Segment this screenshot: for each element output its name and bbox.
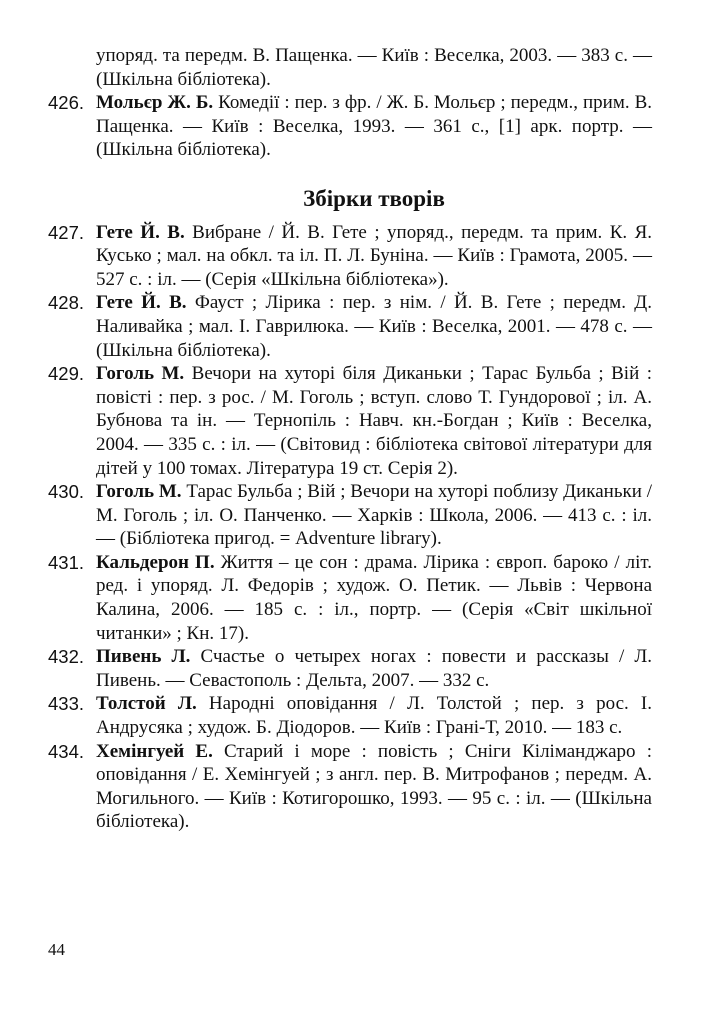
bibliography-list [48, 221, 652, 834]
entry-number: 432. [48, 646, 85, 668]
bibliography-list-before-section [48, 91, 652, 162]
entry-text [96, 221, 652, 292]
entry-number: 430. [48, 481, 85, 503]
bibliography-entry [48, 692, 652, 739]
entry-author: Толстой Л. [96, 693, 197, 715]
entry-text [96, 551, 652, 645]
entry-author: Гете Й. В. [96, 221, 185, 243]
entry-author: Мольєр Ж. Б. [96, 92, 214, 114]
bibliography-entry [48, 480, 652, 551]
entry-text [96, 362, 652, 480]
entry-number: 431. [48, 551, 85, 573]
bibliography-content [48, 44, 652, 834]
entry-description: Старий і море : повість ; Сніги Кіліманджаро : оповідання / Е. Хемінгуей ; з англ. пер. В. Митрофанов ; передм. А. Могильного. — Київ : Котигорошко, 1993. — 95 с. : іл. — (Шкільна бібліотека). [96, 740, 652, 833]
entry-description: Життя – це сон : драма. Лірика : європ. бароко / літ. ред. і упоряд. Л. Федорів ; худож. О. Петик. — Львів : Червона Калина, 2006. — 185 с. : іл., портр. — (Серія «Світ шкільної читанки» ; Кн. 17). [96, 551, 652, 644]
section-title: Збірки творів [303, 185, 445, 211]
bibliography-entry [48, 362, 652, 480]
carryover-entry-text: упоряд. та передм. В. Пащенка. — Київ : Веселка, 2003. — 383 с. — (Шкільна бібліотека). [96, 45, 652, 90]
entry-number: 434. [48, 740, 85, 762]
entry-text [96, 645, 652, 692]
bibliography-entry [48, 91, 652, 162]
entry-description: Фауст ; Лірика : пер. з нім. / Й. В. Гете ; передм. Д. Наливайка ; мал. І. Гаврилюка. — Київ : Веселка, 2001. — 478 с. — (Шкільна бібліотека). [96, 292, 653, 361]
entry-text [96, 740, 652, 834]
page-number: 44 [48, 940, 65, 959]
entry-description: Комедії : пер. з фр. / Ж. Б. Мольєр ; передм., прим. В. Пащенка. — Київ : Веселка, 1993. — 361 с., [1] арк. портр. — (Шкільна бібліотека). [96, 92, 652, 161]
entry-author: Гете Й. В. [96, 292, 187, 314]
entry-description: Вибране / Й. В. Гете ; упоряд., передм. та прим. К. Я. Кусько ; мал. на обкл. та іл. П. Л. Буніна. — Київ : Грамота, 2005. — 527 с. : іл. — (Серія «Шкільна бібліотека»). [96, 221, 653, 290]
bibliography-entry [48, 291, 652, 362]
entry-text [96, 91, 652, 162]
bibliography-entry [48, 221, 652, 292]
entry-number: 429. [48, 363, 85, 385]
entry-text [96, 480, 652, 551]
bibliography-entry [48, 551, 652, 645]
entry-description: Народні оповідання / Л. Толстой ; пер. з рос. І. Андрусяка ; худож. Б. Діодоров. — Київ : Грані-Т, 2010. — 183 с. [96, 693, 652, 739]
entry-number: 426. [48, 92, 85, 114]
entry-description: Тарас Бульба ; Вій ; Вечори на хуторі поблизу Диканьки / М. Гоголь ; іл. О. Панченко. — Харків : Школа, 2006. — 413 с. : іл. — (Бібліотека пригод. = Adventure library). [96, 481, 652, 550]
entry-author: Пивень Л. [96, 646, 191, 668]
bibliography-entry [48, 645, 652, 692]
entry-number: 433. [48, 693, 85, 715]
entry-author: Гоголь М. [96, 481, 182, 503]
entry-number: 427. [48, 221, 85, 243]
entry-author: Гоголь М. [96, 363, 185, 385]
entry-author: Хемінгуей Е. [96, 740, 213, 762]
entry-text [96, 291, 652, 362]
entry-author: Кальдерон П. [96, 551, 215, 573]
entry-description: Вечори на хуторі біля Диканьки ; Тарас Бульба ; Вій : повісті : пер. з рос. / М. Гоголь ; вступ. слово Т. Гундорової ; іл. А. Бубнова та ін. — Тернопіль : Навч. кн.-Богдан ; Київ : Веселка, 2004. — 335 с. : іл. — (Світовид : бібліотека світової літератури для дітей у 100 томах. Література 19 ст. Серія 2). [96, 363, 652, 479]
entry-description: Счастье о четырех ногах : повести и рассказы / Л. Пивень. — Севастополь : Дельта, 2007. — 332 с. [96, 646, 653, 691]
bibliography-entry [48, 740, 652, 834]
entry-text [96, 692, 652, 739]
entry-number: 428. [48, 292, 85, 314]
